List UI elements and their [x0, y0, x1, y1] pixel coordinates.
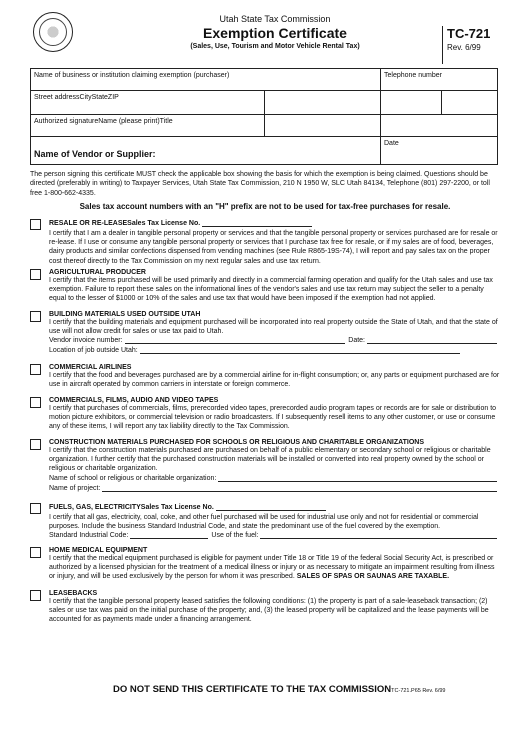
section-airlines — [30, 364, 500, 389]
airlines-checkbox[interactable] — [30, 364, 41, 375]
telephone-field[interactable]: Telephone number — [384, 72, 442, 79]
airlines-title: COMMERCIAL AIRLINES — [49, 364, 132, 371]
building-title: BUILDING MATERIALS USED OUTSIDE UTAH — [49, 311, 201, 318]
invoice-date-line[interactable] — [367, 338, 497, 344]
organization-label: Name of school or religious or charitable organization: — [49, 474, 217, 482]
form-number: TC-721 — [447, 26, 491, 41]
leasebacks-checkbox[interactable] — [30, 590, 41, 601]
films-text: I certify that purchases of commercials, films, prerecorded video tapes, prerecorded audio program tapes or records are for sale or distribution to motion picture exhibitors, or commercial television or radio broadcasters. If I subsequently resell items to any other customer, or use or consume any of these items, I will report any tax liability directly to the Tax Commission. — [49, 405, 497, 431]
resale-text: I certify that I am a dealer in tangible personal property or services and that the tangible personal property or services purchased are for resale or re-lease. If I use or consume any tangible personal property or services that I purchase tax free for resale, or if my sales are of food, beverages, dairy products and similar confections dispensed from vending machines (see Rule R865-19S-74), I will report and pay sales tax on the proper cost thereof directly to the Tax Commission on my next regular sales and use tax return. — [49, 230, 498, 265]
agricultural-title: AGRICULTURAL PRODUCER — [49, 269, 146, 276]
date-field[interactable]: Date — [384, 140, 399, 147]
header — [150, 14, 400, 50]
address-field[interactable]: Street addressCityStateZIP — [31, 91, 265, 114]
agricultural-checkbox[interactable] — [30, 269, 41, 280]
section-fuels — [30, 503, 500, 541]
invoice-label: Vendor invoice number: — [49, 337, 123, 345]
section-medical — [30, 547, 500, 582]
leasebacks-text: I certify that the tangible personal property leased satisfies the following conditions: (1) the property is part of a sale-leaseback transaction; (2) sales or use tax was paid on the initial purchase of the property; and, (3) the leased property will be capitalized and the lease payments will be accounted for as payments made under a financing arrangement. — [49, 598, 489, 624]
city-field[interactable] — [265, 91, 381, 114]
fuel-use-label: Use of the fuel: — [211, 532, 259, 540]
section-films — [30, 397, 500, 432]
section-leasebacks — [30, 590, 500, 625]
title-field[interactable] — [381, 115, 497, 136]
agency-name: Utah State Tax Commission — [219, 14, 331, 24]
fuels-title: FUELS, GAS, ELECTRICITYSales Tax License No. — [49, 504, 214, 511]
purchaser-fields — [30, 68, 498, 165]
vendor-field[interactable]: Name of Vendor or Supplier: — [31, 137, 381, 164]
footer — [113, 684, 445, 695]
fuels-text: I certify that all gas, electricity, coal, coke, and other fuel purchased will be used for industrial use only and not for residential or commercial purposes. Include the business Standard Industrial Code, and state the predominant use of the fuel covered by the exemption. — [49, 514, 479, 531]
h-prefix-notice: Sales tax account numbers with an "H" prefix are not to be used for tax-free purchases for resale. — [79, 202, 451, 211]
agricultural-text: I certify that the items purchased will be used primarily and directly in a commercial farming operation and qualify for the Utah sales and use tax exemption. Failure to report these sales on the informational lines of the vendor's sales and use tax return may subject the seller to a penalty equal to the lesser of $1000 or 10% of the sales and use tax that would have been imposed if the exemption had not applied. — [49, 277, 493, 303]
job-location-label: Location of job outside Utah: — [49, 347, 138, 355]
films-title: COMMERCIALS, FILMS, AUDIO AND VIDEO TAPES — [49, 397, 219, 404]
project-label: Name of project: — [49, 484, 101, 492]
job-location-line[interactable] — [140, 348, 460, 354]
section-agricultural — [30, 269, 500, 304]
sic-label: Standard Industrial Code: — [49, 532, 129, 540]
section-building — [30, 311, 500, 356]
resale-checkbox[interactable] — [30, 219, 41, 230]
project-line[interactable] — [102, 486, 497, 492]
construction-checkbox[interactable] — [30, 439, 41, 450]
invoice-line[interactable] — [125, 338, 346, 344]
instructions: The person signing this certificate MUST check the applicable box showing the basis for which the exemption is being claimed. Questions should be directed (preferably in writing) to Taxpayer Services, Utah State Tax Commission, 210 N 1950 W, SLC Utah 84134, Telephone (801) 297-2200, or toll free 1-800-662-4335. — [30, 171, 490, 197]
seal-emblem-icon — [39, 18, 67, 46]
print-name-field[interactable] — [265, 115, 381, 136]
construction-title: CONSTRUCTION MATERIALS PURCHASED FOR SCHOOLS OR RELIGIOUS AND CHARITABLE ORGANIZATIONS — [49, 439, 425, 446]
state-field[interactable] — [381, 91, 442, 114]
construction-text: I certify that the construction materials purchased are purchased on behalf of a public elementary or secondary school or religious or charitable organization. I further certify that the purchased construction materials will be installed or converted into real property owned by the school or religious or charitable organization. — [49, 447, 491, 473]
spas-saunas-notice: SALES OF SPAS OR SAUNAS ARE TAXABLE. — [296, 573, 450, 581]
organization-line[interactable] — [218, 476, 497, 482]
form-id-box — [442, 26, 498, 64]
section-resale — [30, 219, 500, 266]
building-checkbox[interactable] — [30, 311, 41, 322]
footer-form-code: TC-721.P65 Rev. 6/99 — [391, 688, 446, 694]
page-title: Exemption Certificate — [203, 25, 347, 41]
fuel-use-line[interactable] — [260, 533, 497, 539]
sic-line[interactable] — [130, 533, 208, 539]
zip-field[interactable] — [442, 91, 497, 114]
page-subtitle: (Sales, Use, Tourism and Motor Vehicle Rental Tax) — [190, 43, 360, 50]
invoice-date-label: Date: — [348, 337, 365, 345]
signature-field[interactable]: Authorized signatureName (please print)Title — [31, 115, 265, 136]
fuels-license-line[interactable] — [216, 505, 326, 511]
fuels-checkbox[interactable] — [30, 503, 41, 514]
airlines-text: I certify that the food and beverages purchased are by a commercial airline for in-flight consumption; or, any parts or equipment purchased are for use in aircraft operated by common carriers in interstate or foreign commerce. — [49, 372, 500, 389]
films-checkbox[interactable] — [30, 397, 41, 408]
leasebacks-title: LEASEBACKS — [49, 590, 98, 597]
resale-title: RESALE OR RE-LEASESales Tax License No. — [49, 220, 201, 227]
medical-checkbox[interactable] — [30, 547, 41, 558]
purchaser-name-field[interactable]: Name of business or institution claiming exemption (purchaser) — [31, 69, 381, 90]
form-revision: Rev. 6/99 — [447, 43, 481, 52]
footer-warning: DO NOT SEND THIS CERTIFICATE TO THE TAX COMMISSION — [113, 684, 392, 695]
medical-text: I certify that the medical equipment purchased is eligible for payment under Title 18 or Title 19 of the federal Social Security Act, is prescribed or authorized by a licensed physician for the treatment of a medical illness or injury or as necessary to mitigate an impairment resulting from illness or injury, and will be used exclusively by the person for whom it was prescribed. — [49, 555, 495, 581]
state-seal — [33, 12, 73, 52]
section-construction — [30, 439, 500, 494]
resale-license-line[interactable] — [202, 221, 312, 227]
medical-title: HOME MEDICAL EQUIPMENT — [49, 547, 148, 554]
building-text: I certify that the building materials and equipment purchased will be incorporated into real property outside the State of Utah, and that the state of use will not allow credit for sales or use tax paid to Utah. — [49, 319, 498, 336]
